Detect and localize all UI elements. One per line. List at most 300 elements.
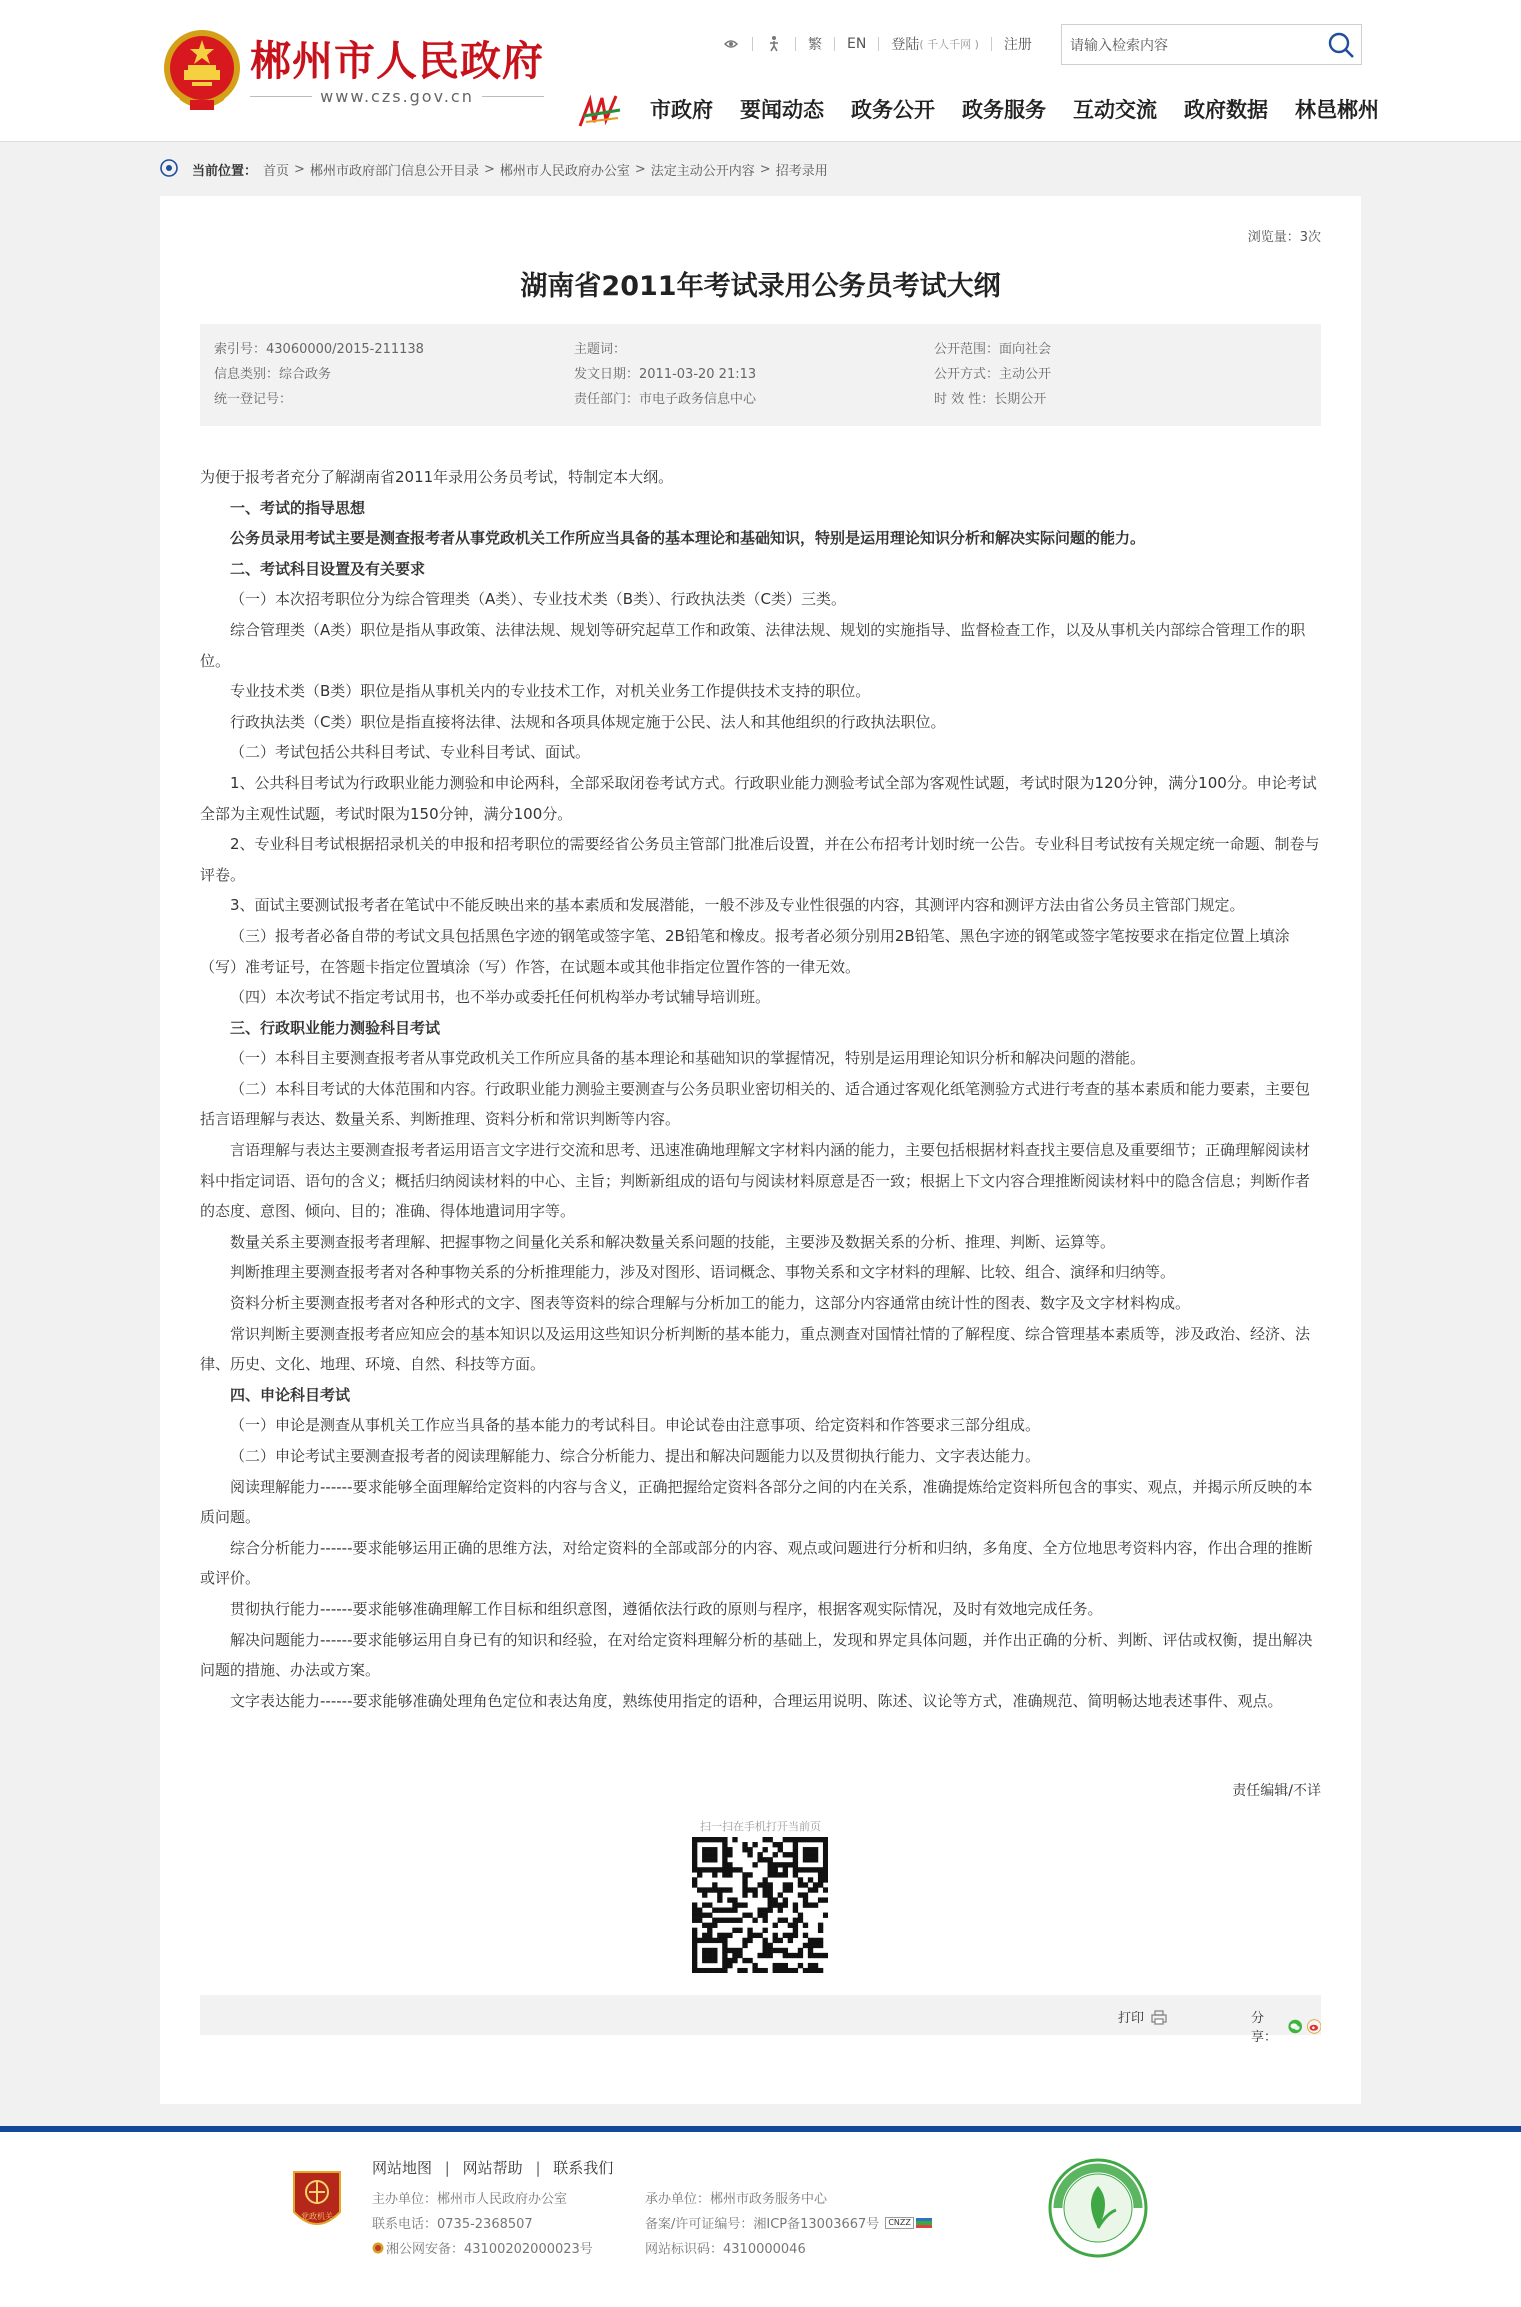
qr-module xyxy=(732,1958,737,1963)
footer-icp[interactable] xyxy=(645,2213,932,2232)
qr-module xyxy=(783,1862,788,1867)
qr-module xyxy=(697,1837,702,1842)
footer-sponsor: 主办单位：郴州市人民政府办公室 xyxy=(372,2192,568,2207)
qr-module xyxy=(813,1847,818,1852)
qr-module xyxy=(783,1918,788,1923)
qr-module xyxy=(722,1852,727,1857)
qr-module xyxy=(773,1897,778,1902)
print-button[interactable] xyxy=(1118,2007,1168,2026)
qr-module xyxy=(742,1847,747,1852)
qr-module xyxy=(788,1938,793,1943)
qr-module xyxy=(722,1963,727,1968)
divider xyxy=(795,37,796,51)
qr-module xyxy=(823,1862,828,1867)
qr-module xyxy=(763,1908,768,1913)
qr-module xyxy=(783,1882,788,1887)
qr-module xyxy=(727,1918,732,1923)
site-name[interactable]: 郴州市人民政府 xyxy=(250,37,544,85)
footer-link-help[interactable]: 网站帮助 xyxy=(462,2159,523,2177)
qr-module xyxy=(773,1842,778,1847)
paragraph: 3、面试主要测试报考者在笔试中不能反映出来的基本素质和发展潜能，一般不涉及专业性很强的内容，其测评内容和测评方法由省公务员主管部门规定。 xyxy=(230,896,1245,915)
qr-module xyxy=(818,1877,823,1882)
breadcrumb-office[interactable]: 郴州市人民政府办公室 xyxy=(499,163,630,179)
breadcrumb-label: 当前位置： xyxy=(192,163,258,179)
qr-module xyxy=(783,1902,788,1907)
qr-module xyxy=(813,1857,818,1862)
divider: | xyxy=(444,2159,450,2177)
qr-module xyxy=(737,1918,742,1923)
english-link[interactable]: EN xyxy=(847,36,867,52)
qr-module xyxy=(702,1938,707,1943)
qr-module xyxy=(813,1867,818,1872)
qr-module xyxy=(732,1902,737,1907)
qr-module xyxy=(697,1867,702,1872)
qr-module xyxy=(813,1953,818,1958)
qr-module xyxy=(707,1958,712,1963)
qr-module xyxy=(707,1928,712,1933)
qr-module xyxy=(778,1918,783,1923)
breadcrumb-separator: > xyxy=(294,161,305,177)
qr-module xyxy=(798,1837,803,1842)
footer-link-contact[interactable]: 联系我们 xyxy=(553,2159,614,2177)
printer-icon xyxy=(1150,2009,1168,2025)
qr-module xyxy=(692,1837,697,1842)
qr-module xyxy=(778,1872,783,1877)
article-body xyxy=(200,462,1321,1716)
paragraph: （一）本次招考职位分为综合管理类（A类）、专业技术类（B类）、行政执法类（C类）三类。 xyxy=(230,590,847,609)
paragraph: 专业技术类（B类）职位是指从事机关内的专业技术工作，对机关业务工作提供技术支持的职位。 xyxy=(230,682,871,701)
footer-site-code: 网站标识码：4310000046 xyxy=(645,2242,806,2257)
qr-module xyxy=(742,1882,747,1887)
qr-module xyxy=(737,1928,742,1933)
qr-module xyxy=(773,1948,778,1953)
qr-module xyxy=(813,1902,818,1907)
qr-module xyxy=(702,1933,707,1938)
nav-item-linyi-chenzhou[interactable]: 林邑郴州 xyxy=(1295,98,1379,122)
qr-module xyxy=(707,1938,712,1943)
nav-item-city-government[interactable]: 市政府 xyxy=(650,98,713,122)
qr-module xyxy=(697,1908,702,1913)
accessibility-icon[interactable] xyxy=(765,35,783,53)
qr-module xyxy=(702,1887,707,1892)
search-box xyxy=(1061,24,1362,65)
qr-module xyxy=(722,1938,727,1943)
qr-module xyxy=(788,1837,793,1842)
paragraph: 言语理解与表达主要测查报考者运用语言文字进行交流和思考、迅速准确地理解文字材料内涵的能力，主要包括根据材料查找主要信息及重要细节；正确理解阅读材料中指定词语、语句的含义；概括归纳阅读材料的中心、主旨；判断新组成的语句与阅读材料原意是否一致；根据上下文内容合理推断阅读材料中的隐含信息；判断作者的态度、意图、倾向、目的；准确、得体地遣词用字等。 xyxy=(200,1141,1311,1221)
qr-module xyxy=(707,1913,712,1918)
meta-category: 信息类别：综合政务 xyxy=(214,367,332,382)
qr-module xyxy=(768,1887,773,1892)
wechat-icon[interactable] xyxy=(1288,2018,1302,2035)
qr-module xyxy=(712,1857,717,1862)
meta-index-no: 索引号：43060000/2015-211138 xyxy=(214,342,424,357)
divider xyxy=(752,37,753,51)
login-link[interactable]: 登陆 xyxy=(891,37,920,53)
party-government-badge-icon[interactable] xyxy=(290,2168,344,2234)
search-input[interactable] xyxy=(1070,25,1310,64)
qr-module xyxy=(763,1953,768,1958)
paragraph: 文字表达能力------要求能够准确处理角色定位和表达角度，熟练使用指定的语种，合理运用说明、陈述、议论等方式，准确规范、简明畅达地表述事件、观点。 xyxy=(230,1691,1283,1710)
qr-module xyxy=(803,1867,808,1872)
qr-module xyxy=(803,1897,808,1902)
qr-module xyxy=(697,1968,702,1973)
qr-module xyxy=(702,1953,707,1958)
site-url xyxy=(250,87,544,106)
paragraph: （四）本次考试不指定考试用书，也不举办或委托任何机构举办考试辅导培训班。 xyxy=(230,988,771,1007)
qr-module xyxy=(808,1902,813,1907)
qr-module xyxy=(768,1902,773,1907)
qr-module xyxy=(803,1852,808,1857)
qr-module xyxy=(818,1943,823,1948)
divider: | xyxy=(535,2159,541,2177)
qr-module xyxy=(707,1857,712,1862)
qr-module xyxy=(783,1887,788,1892)
qr-module xyxy=(783,1968,788,1973)
qr-module xyxy=(712,1872,717,1877)
qr-module xyxy=(783,1953,788,1958)
qr-module xyxy=(727,1897,732,1902)
section-heading: 一、考试的指导思想 xyxy=(230,498,366,517)
flag-stripe-icon xyxy=(916,2218,932,2228)
qr-module xyxy=(808,1857,813,1862)
qr-module xyxy=(692,1953,697,1958)
qr-module xyxy=(747,1938,752,1943)
qr-module xyxy=(813,1887,818,1892)
section-heading: 四、申论科目考试 xyxy=(230,1385,351,1404)
qr-module xyxy=(808,1963,813,1968)
qr-module xyxy=(768,1857,773,1862)
breadcrumb-home[interactable]: 首页 xyxy=(263,163,290,179)
qr-module xyxy=(818,1923,823,1928)
qr-module xyxy=(818,1928,823,1933)
qr-module xyxy=(707,1837,712,1842)
qr-module xyxy=(712,1923,717,1928)
meta-method: 公开方式：主动公开 xyxy=(934,367,1052,382)
qr-module xyxy=(823,1872,828,1877)
qr-module xyxy=(732,1928,737,1933)
qr-module xyxy=(697,1913,702,1918)
paragraph: 公务员录用考试主要是测查报考者从事党政机关工作所应当具备的基本理论和基础知识，特别是运用理论知识分析和解决实际问题的能力。 xyxy=(230,529,1146,548)
qr-module xyxy=(788,1862,793,1867)
qr-module xyxy=(763,1913,768,1918)
qr-module xyxy=(737,1953,742,1958)
qr-module xyxy=(712,1847,717,1852)
divider xyxy=(834,37,835,51)
qr-module xyxy=(798,1877,803,1882)
qr-module xyxy=(692,1857,697,1862)
qr-module xyxy=(752,1963,757,1968)
qr-module xyxy=(813,1963,818,1968)
qr-module xyxy=(702,1968,707,1973)
qr-module xyxy=(798,1867,803,1872)
qr-module xyxy=(712,1887,717,1892)
qr-module xyxy=(692,1842,697,1847)
divider xyxy=(250,96,312,97)
qr-module xyxy=(763,1928,768,1933)
qr-module xyxy=(702,1857,707,1862)
qr-module xyxy=(793,1837,798,1842)
qr-module xyxy=(793,1867,798,1872)
qr-module xyxy=(752,1887,757,1892)
qr-module xyxy=(707,1902,712,1907)
qr-module xyxy=(712,1918,717,1923)
qr-module xyxy=(768,1872,773,1877)
search-icon[interactable] xyxy=(1327,31,1355,59)
qr-module xyxy=(803,1882,808,1887)
footer-undertaker: 承办单位：郴州市政务服务中心 xyxy=(645,2192,828,2207)
qr-module xyxy=(808,1948,813,1953)
qr-module xyxy=(712,1867,717,1872)
qr-module xyxy=(742,1943,747,1948)
qr-module xyxy=(707,1953,712,1958)
meta-validity: 时 效 性：长期公开 xyxy=(934,392,1047,407)
qr-module xyxy=(813,1943,818,1948)
qr-module xyxy=(793,1852,798,1857)
qr-module xyxy=(697,1887,702,1892)
qr-module xyxy=(737,1867,742,1872)
qr-module xyxy=(763,1968,768,1973)
paragraph: 1、公共科目考试为行政职业能力测验和申论两科，全部采取闭卷考试方式。行政职业能力测验考试全部为客观性试题，考试时限为120分钟，满分100分。申论考试全部为主观性试题，考试时限为150分钟，满分100分。 xyxy=(200,773,1317,823)
qr-module xyxy=(742,1877,747,1882)
qr-module xyxy=(798,1913,803,1918)
qr-module xyxy=(717,1918,722,1923)
qr-module xyxy=(732,1867,737,1872)
qr-module xyxy=(692,1867,697,1872)
qr-module xyxy=(722,1908,727,1913)
qr-module xyxy=(742,1887,747,1892)
badge-text: 党政机关 xyxy=(301,2212,333,2221)
qr-module xyxy=(763,1948,768,1953)
qr-module xyxy=(768,1862,773,1867)
divider xyxy=(878,37,879,51)
nav-item-news[interactable]: 要闻动态 xyxy=(740,98,824,122)
qr-module xyxy=(727,1933,732,1938)
qr-module xyxy=(798,1892,803,1897)
qr-module xyxy=(813,1882,818,1887)
qr-module xyxy=(823,1913,828,1918)
meta-reg-no: 统一登记号： xyxy=(214,392,293,407)
qr-module xyxy=(803,1943,808,1948)
footer-police-record[interactable] xyxy=(372,2238,593,2257)
qr-module xyxy=(727,1852,732,1857)
nav-item-government-data[interactable]: 政府数据 xyxy=(1184,98,1268,122)
paragraph: （二）申论考试主要测查报考者的阅读理解能力、综合分析能力、提出和解决问题能力以及贯彻执行能力、文字表达能力。 xyxy=(230,1447,1041,1465)
qr-module xyxy=(722,1953,727,1958)
qr-module xyxy=(818,1882,823,1887)
footer-phone: 联系电话：0735-2368507 xyxy=(372,2217,533,2232)
qr-module xyxy=(722,1968,727,1973)
paragraph: 判断推理主要测查报考者对各种事物关系的分析推理能力，涉及对图形、语词概念、事物关系和文字材料的理解、比较、组合、演绎和归纳等。 xyxy=(230,1263,1176,1282)
qr-module xyxy=(747,1887,752,1892)
nav-item-government-affairs[interactable]: 政务公开 xyxy=(851,98,935,122)
qr-module xyxy=(773,1968,778,1973)
qr-module xyxy=(778,1968,783,1973)
qr-module xyxy=(692,1943,697,1948)
qr-module xyxy=(757,1933,762,1938)
qr-module xyxy=(763,1938,768,1943)
paragraph: 解决问题能力------要求能够运用自身已有的知识和经验，在对给定资料理解分析的基础上，发现和界定具体问题，并作出正确的分析、判断、评估或权衡，提出解决问题的措施、办法或方案。 xyxy=(200,1630,1313,1680)
qr-module xyxy=(788,1882,793,1887)
qr-module xyxy=(818,1867,823,1872)
qr-module xyxy=(707,1948,712,1953)
qr-module xyxy=(813,1968,818,1973)
breadcrumb-separator: > xyxy=(759,161,771,177)
article-meta-box xyxy=(200,324,1321,426)
qr-module xyxy=(783,1867,788,1872)
qr-module xyxy=(722,1933,727,1938)
breadcrumb-recruitment[interactable]: 招考录用 xyxy=(775,163,828,179)
city-brush-logo-icon xyxy=(576,92,626,132)
qr-module xyxy=(773,1902,778,1907)
qr-module xyxy=(793,1857,798,1862)
qr-module xyxy=(763,1887,768,1892)
qr-module xyxy=(702,1892,707,1897)
qr-module xyxy=(813,1852,818,1857)
meta-dept: 责任部门：市电子政务信息中心 xyxy=(574,392,757,407)
nav-item-interaction[interactable]: 互动交流 xyxy=(1073,98,1157,122)
qr-module xyxy=(793,1842,798,1847)
qr-module xyxy=(768,1897,773,1902)
login-note: ( 千人千网 ) xyxy=(919,38,979,51)
paragraph: （一）申论是测查从事机关工作应当具备的基本能力的考试科目。申论试卷由注意事项、给定资料和作答要求三部分组成。 xyxy=(230,1416,1041,1435)
qr-module xyxy=(742,1958,747,1963)
qr-module xyxy=(742,1872,747,1877)
qr-module xyxy=(752,1968,757,1973)
qr-module xyxy=(788,1923,793,1928)
article-container xyxy=(160,196,1361,2104)
qr-module xyxy=(768,1948,773,1953)
qr-module xyxy=(717,1897,722,1902)
qr-module xyxy=(773,1938,778,1943)
register-link[interactable]: 注册 xyxy=(1003,37,1032,53)
weibo-icon[interactable] xyxy=(1307,2018,1321,2035)
qr-module xyxy=(823,1953,828,1958)
qr-module xyxy=(712,1852,717,1857)
qr-module xyxy=(722,1847,727,1852)
site-header xyxy=(0,0,1521,142)
qr-module xyxy=(722,1862,727,1867)
qr-module xyxy=(778,1963,783,1968)
section-heading: 二、考试科目设置及有关要求 xyxy=(230,559,426,578)
qr-module xyxy=(793,1923,798,1928)
qr-module xyxy=(793,1918,798,1923)
qr-module xyxy=(803,1847,808,1852)
page-title: 湖南省2011年考试录用公务员考试大纲 xyxy=(520,271,1001,302)
qr-module xyxy=(702,1923,707,1928)
qr-module xyxy=(778,1862,783,1867)
qr-module xyxy=(747,1852,752,1857)
qr-module xyxy=(717,1968,722,1973)
qr-module xyxy=(757,1908,762,1913)
share-bar xyxy=(200,1995,1321,2045)
qr-module xyxy=(692,1913,697,1918)
qr-module xyxy=(818,1837,823,1842)
paragraph: 行政执法类（C类）职位是指直接将法律、法规和各项具体规定施于公民、法人和其他组织的行政执法职位。 xyxy=(230,712,946,731)
qr-module xyxy=(722,1958,727,1963)
qr-module xyxy=(823,1867,828,1872)
qr-module xyxy=(712,1837,717,1842)
qr-module xyxy=(692,1877,697,1882)
share-label: 分享： xyxy=(1251,2011,1278,2045)
qr-module xyxy=(763,1847,768,1852)
qr-module xyxy=(808,1938,813,1943)
qr-module xyxy=(717,1887,722,1892)
divider xyxy=(482,96,544,97)
qr-module xyxy=(722,1842,727,1847)
qr-module xyxy=(768,1943,773,1948)
qr-module xyxy=(803,1857,808,1862)
qr-module xyxy=(717,1892,722,1897)
qr-module xyxy=(712,1882,717,1887)
qr-module xyxy=(788,1968,793,1973)
responsible-editor: 责任编辑/不详 xyxy=(1232,1783,1321,1799)
qr-module xyxy=(707,1968,712,1973)
qr-module xyxy=(707,1852,712,1857)
breadcrumb-public-content[interactable]: 法定主动公开内容 xyxy=(650,163,755,179)
qr-module xyxy=(692,1948,697,1953)
qr-module xyxy=(773,1862,778,1867)
breadcrumb-directory[interactable]: 郴州市政府部门信息公开目录 xyxy=(309,163,479,179)
qr-module xyxy=(793,1968,798,1973)
police-badge-icon xyxy=(372,2242,384,2254)
qr-module xyxy=(793,1847,798,1852)
qr-module xyxy=(742,1938,747,1943)
qr-module xyxy=(813,1837,818,1842)
qr-module xyxy=(818,1968,823,1973)
qr-module xyxy=(747,1872,752,1877)
qr-module xyxy=(712,1968,717,1973)
qr-module xyxy=(732,1908,737,1913)
qr-module xyxy=(818,1897,823,1902)
qr-module xyxy=(768,1837,773,1842)
qr-module xyxy=(717,1867,722,1872)
qr-module xyxy=(732,1897,737,1902)
divider xyxy=(991,37,992,51)
accessibility-view-icon[interactable] xyxy=(722,35,740,53)
qr-module xyxy=(768,1892,773,1897)
paragraph: 2、专业科目考试根据招录机关的申报和招考职位的需要经省公务员主管部门批准后设置，并在公布招考计划时统一公告。专业科目考试按有关规定统一命题、制卷与评卷。 xyxy=(200,835,1320,884)
qr-module xyxy=(737,1902,742,1907)
qr-module xyxy=(783,1897,788,1902)
qr-module xyxy=(813,1938,818,1943)
footer-icp-text: 备案/许可证编号：湘ICP备13003667号 xyxy=(645,2217,880,2232)
qr-module xyxy=(823,1837,828,1842)
qr-module xyxy=(768,1867,773,1872)
qr-module xyxy=(702,1948,707,1953)
footer-link-sitemap[interactable]: 网站地图 xyxy=(372,2159,433,2177)
qr-module xyxy=(742,1842,747,1847)
traditional-chinese-link[interactable]: 繁 xyxy=(808,37,822,53)
qr-module xyxy=(778,1842,783,1847)
qr-module xyxy=(752,1892,757,1897)
qr-module xyxy=(763,1882,768,1887)
civilized-city-seal-icon[interactable] xyxy=(1048,2158,1148,2258)
paragraph: （二）考试包括公共科目考试、专业科目考试、面试。 xyxy=(230,743,591,762)
qr-module xyxy=(803,1837,808,1842)
qr-module xyxy=(752,1918,757,1923)
national-emblem-icon[interactable] xyxy=(162,28,242,112)
qr-module xyxy=(823,1877,828,1882)
qr-module xyxy=(783,1963,788,1968)
qr-module xyxy=(737,1968,742,1973)
qr-module xyxy=(712,1948,717,1953)
paragraph: 贯彻执行能力------要求能够准确理解工作目标和组织意图，遵循依法行政的原则与程序，根据客观实际情况，及时有效地完成任务。 xyxy=(230,1599,1103,1618)
qr-module xyxy=(773,1933,778,1938)
qr-module xyxy=(717,1908,722,1913)
qr-module xyxy=(742,1892,747,1897)
meta-scope: 公开范围：面向社会 xyxy=(934,342,1052,357)
nav-item-services[interactable]: 政务服务 xyxy=(962,98,1046,122)
